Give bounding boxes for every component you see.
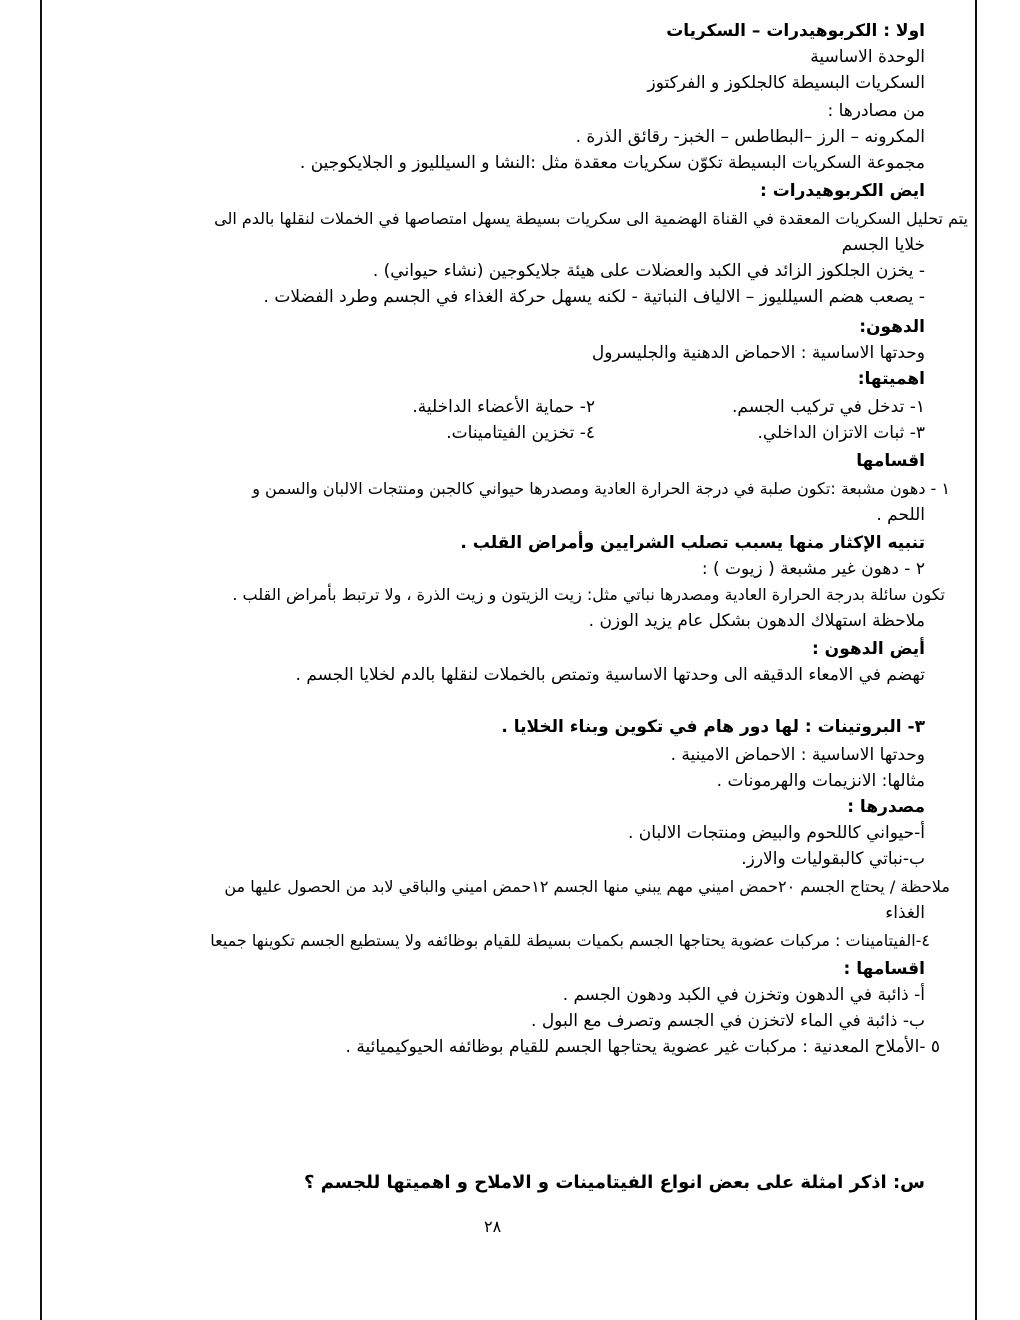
- heading-vitamin-types: اقسامها :: [843, 959, 925, 979]
- list-item: ٢- حماية الأعضاء الداخلية.: [412, 397, 595, 417]
- list-item: ب- ذائبة في الماء لاتخزن في الجسم وتصرف مع البول .: [531, 1011, 925, 1031]
- text-line: تكون سائلة بدرجة الحرارة العادية ومصدرها نباتي مثل: زيت الزيتون و زيت الذرة ، ولا ترتبط بأمراض القلب .: [232, 585, 945, 604]
- text-line: ٢ - دهون غير مشبعة ( زيوت ) :: [701, 559, 925, 579]
- section-title-carbohydrates: اولا : الكربوهيدرات – السكريات: [666, 21, 925, 41]
- list-item: ٣- ثبات الاتزان الداخلي.: [757, 423, 925, 443]
- page-number: ٢٨: [484, 1217, 502, 1236]
- text-line: - يخزن الجلكوز الزائد في الكبد والعضلات على هيئة جلايكوجين (نشاء حيواني) .: [372, 261, 925, 281]
- heading-fats-importance: اهميتها:: [857, 369, 925, 389]
- text-line: مجموعة السكريات البسيطة تكوّن سكريات معقدة مثل :النشا و السيلليوز و الجلايكوجين .: [299, 153, 925, 173]
- text-line: - يصعب هضم السيلليوز – الالياف النباتية - لكنه يسهل حركة الغذاء في الجسم وطرد الفضلات .: [263, 287, 925, 307]
- text-line: وحدتها الاساسية : الاحماض الامينية .: [670, 745, 925, 765]
- text-line: من مصادرها :: [827, 101, 925, 121]
- list-item: ٤- تخزين الفيتامينات.: [446, 423, 595, 443]
- heading-fat-metabolism: أيض الدهون :: [811, 639, 925, 659]
- list-item: أ-حيواني كاللحوم والبيض ومنتجات الالبان .: [627, 823, 925, 843]
- heading-carb-metabolism: ايض الكربوهيدرات :: [760, 181, 925, 201]
- question-line: س: اذكر امثلة على بعض انواع الفيتامينات و الاملاح و اهميتها للجسم ؟: [303, 1172, 925, 1193]
- note-line: ملاحظة استهلاك الدهون بشكل عام يزيد الوزن .: [588, 611, 925, 631]
- heading-minerals: ٥ -الأملاح المعدنية : مركبات غير عضوية يحتاجها الجسم للقيام بوظائفه الحيوكيميائية .: [345, 1037, 940, 1057]
- heading-protein-sources: مصدرها :: [847, 797, 925, 817]
- text-line: المكرونه – الرز –البطاطس – الخبز- رقائق الذرة .: [575, 127, 925, 147]
- text-line: ١ - دهون مشبعة :تكون صلبة في درجة الحرارة العادية ومصدرها حيواني كالجبن ومنتجات الالبان والسمن و: [252, 479, 950, 498]
- text-line: الوحدة الاساسية: [810, 47, 925, 67]
- heading-proteins: ٣- البروتينات : لها دور هام في تكوين وبناء الخلايا .: [501, 717, 925, 737]
- text-line: الغذاء: [885, 903, 925, 923]
- text-line: يتم تحليل السكريات المعقدة في القناة الهضمية الى سكريات بسيطة يسهل امتصاصها في الخملات لنقلها بالدم الى: [214, 209, 968, 228]
- warning-note: تنبيه الإكثار منها يسبب تصلب الشرايين وأمراض القلب .: [460, 533, 925, 553]
- heading-fats: الدهون:: [859, 317, 925, 337]
- text-line: السكريات البسيطة كالجلكوز و الفركتوز: [647, 73, 925, 93]
- page-border-right: [975, 0, 977, 1320]
- list-item: ١- تدخل في تركيب الجسم.: [731, 397, 925, 417]
- page-border-left: [40, 0, 42, 1320]
- text-line: وحدتها الاساسية : الاحماض الدهنية والجليسرول: [591, 343, 925, 363]
- heading-vitamins: ٤-الفيتامينات : مركبات عضوية يحتاجها الجسم بكميات بسيطة للقيام بوظائفه ولا يستطيع الجسم تكوينها جميعا: [210, 931, 930, 950]
- text-line: اللحم .: [876, 505, 925, 525]
- list-item: ب-نباتي كالبقوليات والارز.: [741, 849, 925, 869]
- text-line: مثالها: الانزيمات والهرمونات .: [716, 771, 925, 791]
- note-line: ملاحظة / يحتاج الجسم ٢٠حمض اميني مهم يبني منها الجسم ١٢حمض اميني والباقي لابد من الحصول عليها من: [224, 877, 950, 896]
- heading-fats-types: اقسامها: [856, 451, 925, 471]
- list-item: أ- ذائبة في الدهون وتخزن في الكبد ودهون الجسم .: [562, 985, 925, 1005]
- text-line: تهضم في الامعاء الدقيقه الى وحدتها الاساسية وتمتص بالخملات لنقلها بالدم لخلايا الجسم .: [295, 665, 925, 685]
- text-line: خلايا الجسم: [841, 235, 925, 255]
